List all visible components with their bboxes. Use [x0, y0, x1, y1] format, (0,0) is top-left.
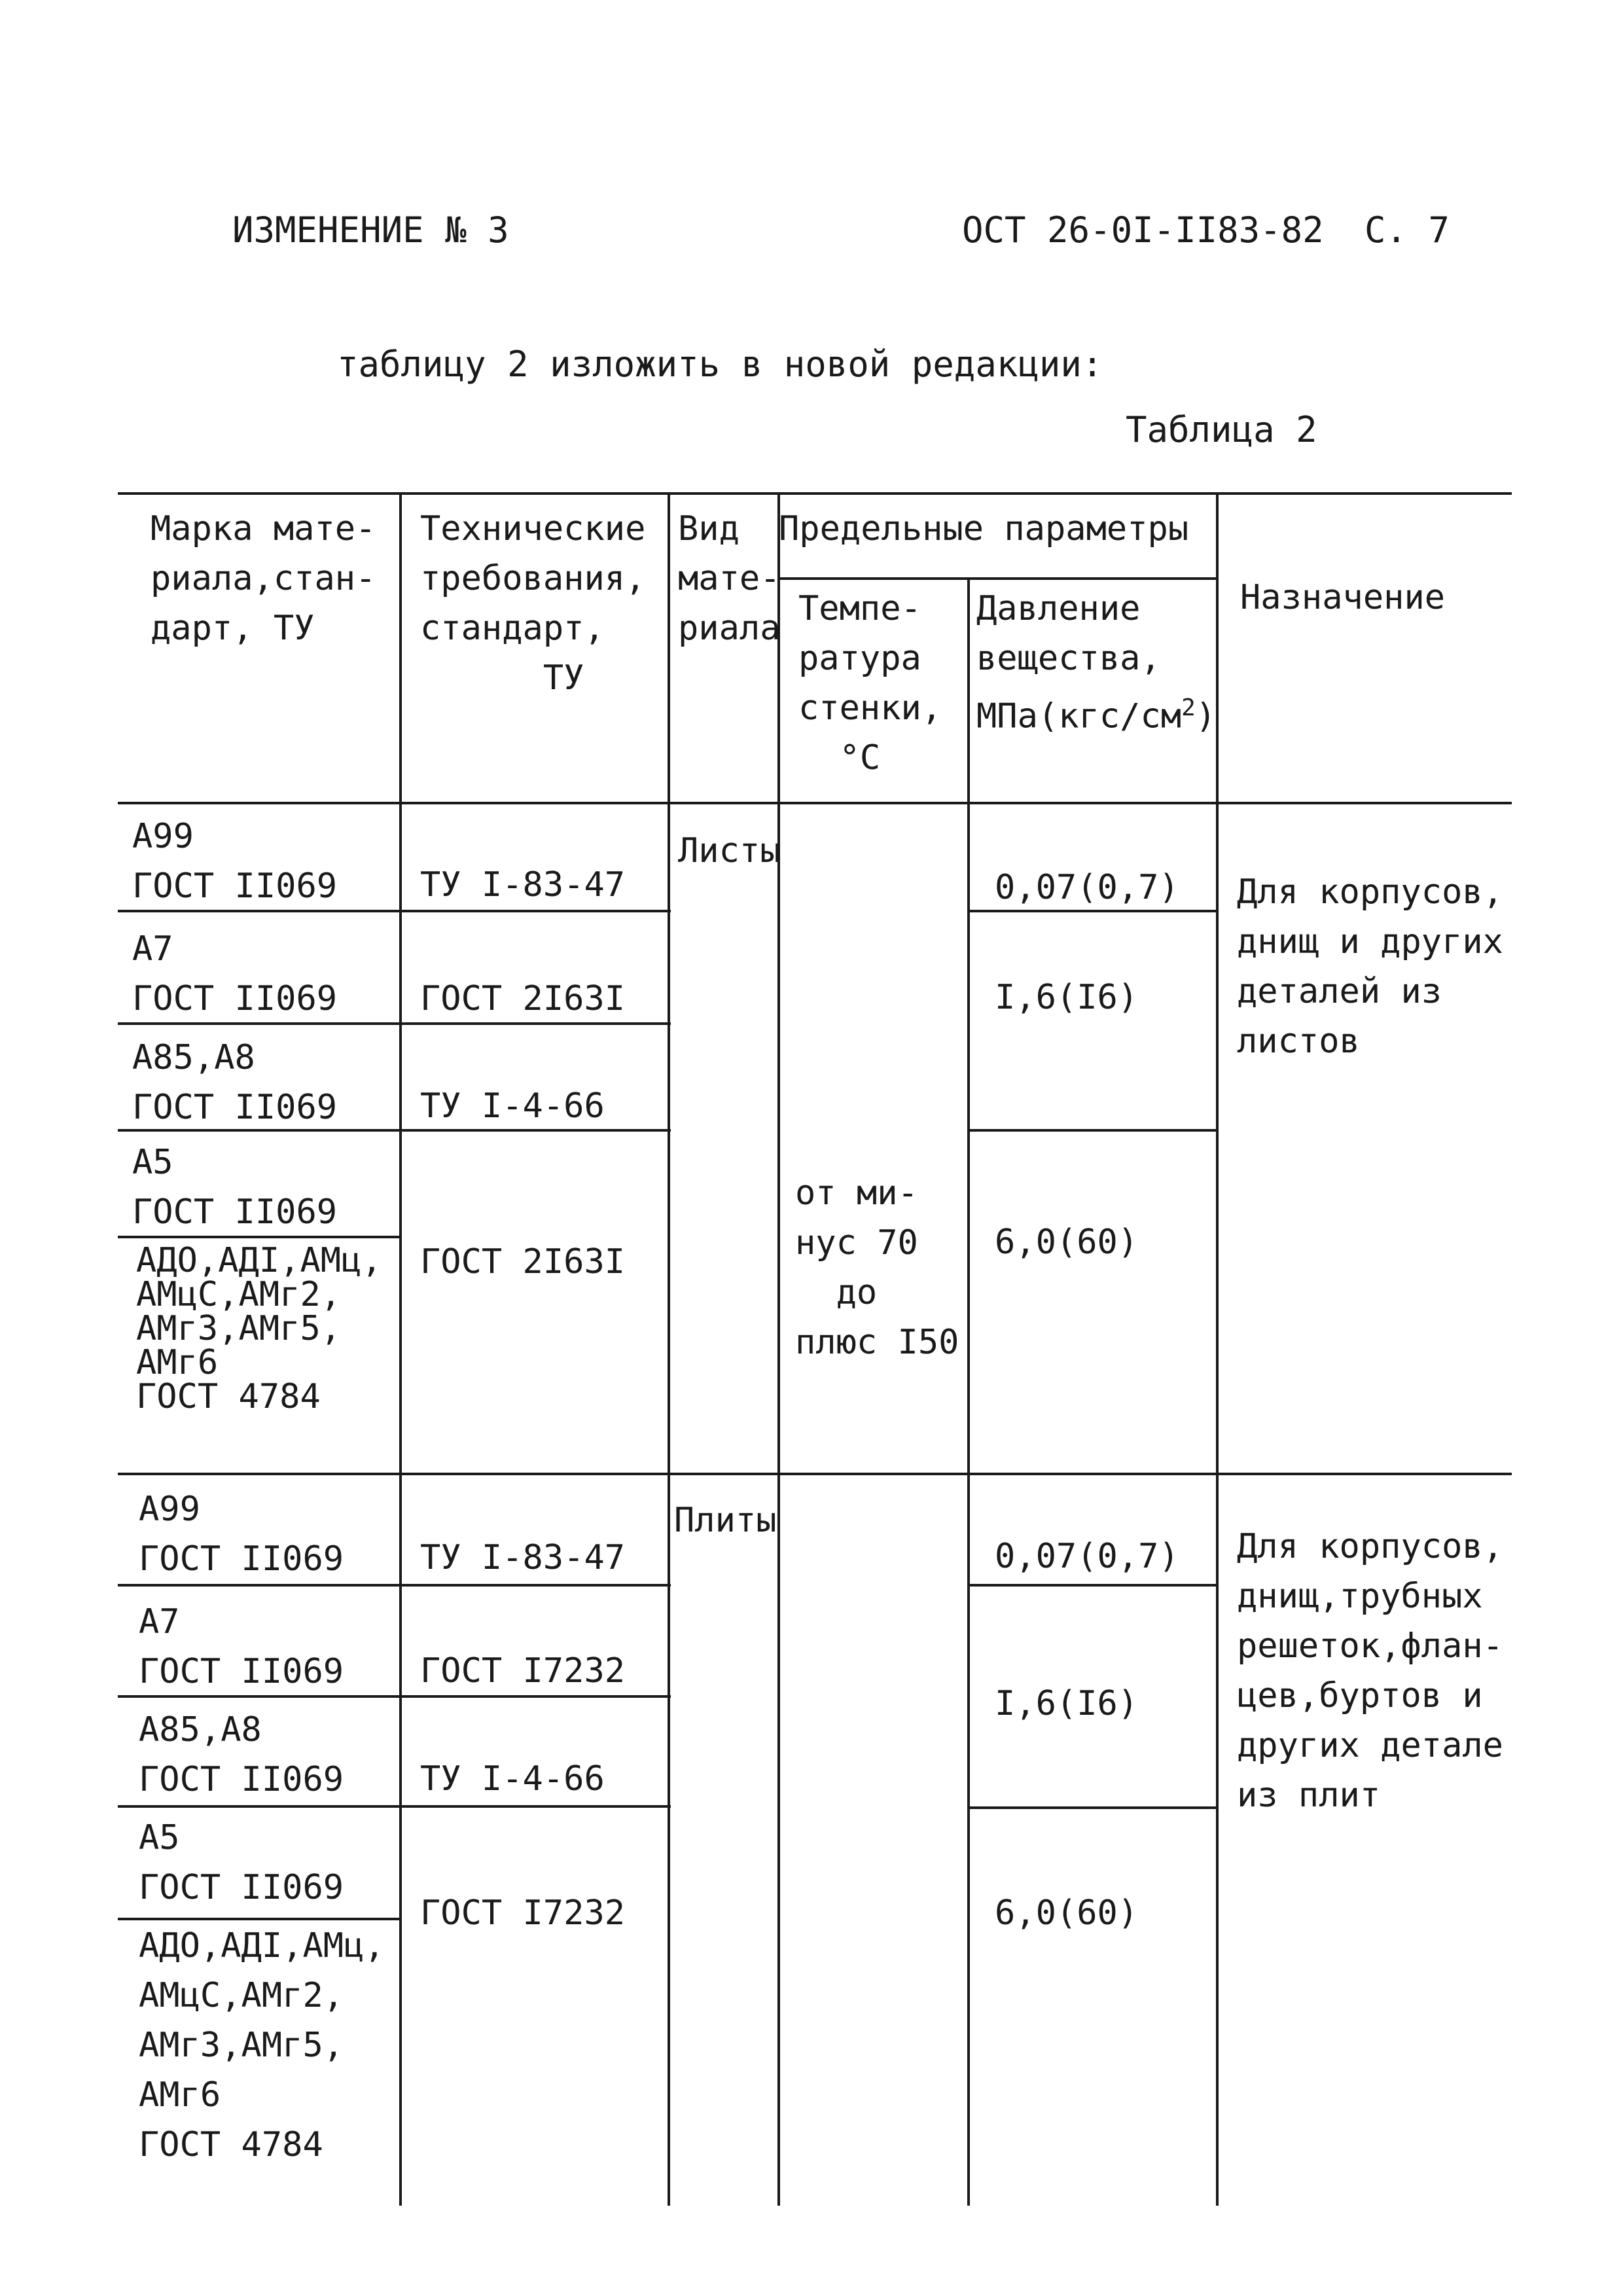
plates-pressure-2: I,6(I6) — [995, 1684, 1139, 1723]
pressure-rule — [969, 1129, 1219, 1132]
row-rule — [118, 1584, 671, 1587]
plates-grade-row-4: А5 ГОСТ II069 — [139, 1818, 344, 1907]
sheets-grade-row-4: А5 ГОСТ II069 — [132, 1143, 338, 1232]
sheets-pressure-2: I,6(I6) — [995, 978, 1139, 1017]
sheets-tech-row-1: ТУ I-83-47 — [420, 865, 626, 905]
column-rule — [777, 492, 780, 2206]
table-label: Таблица 2 — [1126, 409, 1317, 450]
sheets-grade-row-5: АДО,АДI,АМц, АМцС,АМг2, АМг3,АМг5, АМг6 ГОСТ 4784 — [136, 1241, 382, 1416]
header-material-kind: Вид мате- риала — [678, 509, 781, 648]
column-rule — [399, 492, 402, 2206]
table-top-rule — [118, 492, 1512, 495]
material-kind-plates: Плиты — [674, 1501, 777, 1540]
sheets-pressure-1: 0,07(0,7) — [995, 868, 1179, 907]
header-pressure-line3: МПа(кгс/см — [976, 696, 1182, 736]
sheets-grade-row-1: А99 ГОСТ II069 — [132, 817, 338, 906]
sheets-tech-row-4: ГОСТ 2I63I — [420, 1242, 626, 1282]
plates-grade-row-3: А85,А8 ГОСТ II069 — [139, 1710, 344, 1799]
plates-pressure-3: 6,0(60) — [995, 1893, 1139, 1933]
plates-purpose: Для корпусов, днищ,трубных решеток,флан- цев,буртов и других детале из плит — [1237, 1527, 1503, 1815]
standard-number: ОСТ 26-0I-II83-82 — [962, 209, 1324, 251]
plates-tech-row-2: ГОСТ I7232 — [420, 1651, 626, 1691]
plates-pressure-1: 0,07(0,7) — [995, 1537, 1179, 1576]
sheets-grade-row-3: А85,А8 ГОСТ II069 — [132, 1038, 338, 1127]
sheets-pressure-3: 6,0(60) — [995, 1223, 1139, 1262]
header-pressure-line2: вещества, — [976, 639, 1161, 678]
sheets-tech-row-3: ТУ I-4-66 — [420, 1086, 605, 1126]
sheets-purpose: Для корпусов, днищ и других деталей из листов — [1237, 872, 1503, 1061]
sections-divider-rule — [118, 1473, 1512, 1475]
header-wall-temperature: Темпе- ратура стенки, °С — [798, 589, 942, 778]
plates-grade-row-1: А99 ГОСТ II069 — [139, 1490, 344, 1579]
pressure-rule — [969, 1584, 1219, 1587]
column-rule — [967, 577, 970, 2206]
material-kind-sheets: Листы — [678, 831, 781, 870]
change-number: ИЗМЕНЕНИЕ № 3 — [232, 209, 509, 251]
header-tech-requirements: Технические требования, стандарт, ТУ — [420, 509, 646, 698]
sheets-tech-row-2: ГОСТ 2I63I — [420, 979, 626, 1018]
header-purpose: Назначение — [1240, 578, 1446, 617]
page-number: С. 7 — [1364, 209, 1450, 251]
plates-grade-row-5: АДО,АДI,АМц, АМцС,АМг2, АМг3,АМг5, АМг6 ГОСТ 4784 — [139, 1926, 385, 2164]
header-pressure-line1: Давление — [976, 589, 1141, 628]
wall-temperature-range: от ми- нус 70 до плюс I50 — [795, 1174, 959, 1362]
header-pressure-exponent: 2 — [1181, 694, 1196, 721]
header-bottom-rule — [118, 802, 1512, 804]
row-rule — [118, 1918, 399, 1920]
sheets-grade-row-2: А7 ГОСТ II069 — [132, 929, 338, 1018]
pressure-rule — [969, 1806, 1219, 1809]
plates-tech-row-1: ТУ I-83-47 — [420, 1538, 626, 1577]
column-rule — [668, 492, 670, 2206]
header-grade: Марка мате- риала,стан- дарт, ТУ — [151, 509, 376, 648]
header-limit-params: Предельные параметры — [779, 509, 1189, 548]
row-rule — [118, 1805, 671, 1808]
column-rule — [1216, 492, 1219, 2206]
header-pressure-close: ) — [1195, 696, 1217, 736]
plates-grade-row-2: А7 ГОСТ II069 — [139, 1602, 344, 1691]
intro-text: таблицу 2 изложить в новой редакции: — [337, 344, 1103, 385]
plates-tech-row-3: ТУ I-4-66 — [420, 1759, 605, 1799]
plates-tech-row-4: ГОСТ I7232 — [420, 1893, 626, 1933]
limits-sub-rule — [779, 577, 1219, 580]
header-pressure — [976, 584, 1216, 741]
